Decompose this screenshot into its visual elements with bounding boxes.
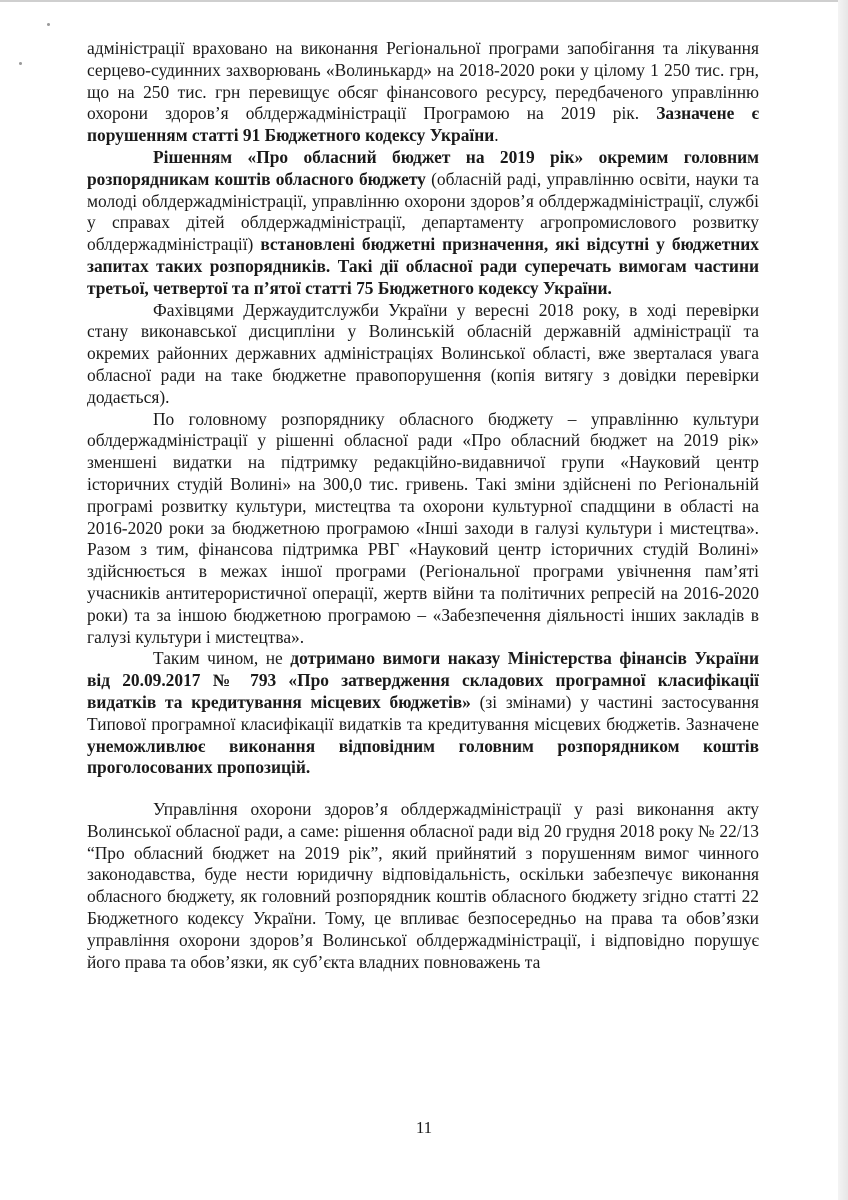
text-run: Управління охорони здоров’я облдержадміністрації у разі виконання акту Волинської обласної ради, а саме: рішення обласної ради від 20 грудня 2018 року № 22/13 “Про обласний бюджет на 2019 рік”, який прийнятий з порушенням вимог чинного законодавства, буде нести юридичну відповідальність, оскільки забезпечує виконання обласного бюджету, як головний розпорядник коштів обласного бюджету згідно статті 22 Бюджетного кодексу України. Тому, це впливає безпосередньо на права та обов’язки управління охорони здоров’я Волинської облдержадміністрації, і відповідно порушує його права та обов’язки, як суб’єкта владних повноважень та	[87, 799, 759, 972]
page-right-edge	[838, 0, 848, 1200]
text-run-bold: унеможливлює виконання відповідним головним розпорядником коштів проголосованих пропозицій.	[87, 735, 759, 778]
text-run-bold: Зазначене є порушенням статті 91 Бюджетного кодексу України	[87, 103, 759, 146]
page-top-edge	[0, 0, 848, 2]
paragraph-budget-overrun	[87, 38, 759, 147]
text-run: (зі змінами) у частині застосування Типової програмної класифікації видатків та кредитування місцевих бюджетів. Зазначене	[87, 691, 759, 734]
text-run: Таким чином, не	[153, 648, 291, 669]
text-run: адміністрації враховано на виконання Регіональної програми запобігання та лікування серцево-судинних захворювань «Волинькард» на 2018-2020 роки у цілому 1 250 тис. грн, що на 250 тис. грн перевищує обсяг фінансового ресурсу, передбаченого управлінню охорони здоров’я облдержадміністрації Програмою на 2019 рік.	[87, 38, 759, 124]
text-run: (обласній раді, управлінню освіти, науки та молоді облдержадміністрації, управлінню охорони здоров’я облдержадміністрації, службі у справах дітей облдержадміністрації, департаменту агропромислового розвитку облдержадміністрації)	[87, 168, 759, 255]
text-run-bold: встановлені бюджетні призначення, які відсутні у бюджетних запитах таких розпорядників. Такі дії обласної ради суперечать вимогам частини третьої, четвертої та п’ятої статті 75 Бюджетного кодексу України.	[87, 234, 759, 298]
scan-speck	[19, 62, 22, 65]
text-run-bold: дотримано вимоги наказу Міністерства фінансів України від 20.09.2017 № 793 «Про затвердження складових програмної класифікації видатків та кредитування місцевих бюджетів»	[87, 648, 759, 712]
paragraph-ministry-order	[87, 648, 759, 779]
paragraph-health-department	[87, 799, 759, 973]
text-run: По головному розпоряднику обласного бюджету – управлінню культури облдержадміністрації у рішенні обласної ради «Про обласний бюджет на 2019 рік» зменшені видатки на підтримку редакційно-видавничої групи «Науковий центр історичних студій Волині» на 300,0 тис. гривень. Такі зміни здійснені по Регіональній програмі розвитку культури, мистецтва та охорони культурної спадщини в області на 2016-2020 роки за бюджетною програмою «Інші заходи в галузі культури і мистецтва». Разом з тим, фінансова підтримка РВГ «Науковий центр історичних студій Волині» здійснюється в межах іншої програми (Регіональної програми увічнення пам’яті учасників антитерористичної операції, жертв війни та політичних репресій на 2016-2020 роки) та за іншою бюджетною програмою – «Забезпечення діяльності інших закладів в галузі культури і мистецтва».	[87, 408, 759, 647]
document-body	[87, 38, 759, 973]
text-run: .	[494, 125, 499, 146]
scan-speck	[47, 23, 50, 26]
paragraph-budget-decision	[87, 147, 759, 300]
text-run: Фахівцями Держаудитслужби України у вересні 2018 року, в ході перевірки стану виконавської дисципліни у Волинській обласній державній адміністрації та окремих районних державних адміністраціях Волинської області, вже зверталася увага обласної ради на таке бюджетне правопорушення (копія витягу з довідки перевірки додається).	[87, 299, 759, 407]
paragraph-audit-service	[87, 300, 759, 409]
paragraph-culture-department	[87, 409, 759, 649]
page-number: 11	[415, 1118, 433, 1137]
text-run-bold: Рішенням «Про обласний бюджет на 2019 рік» окремим головним розпорядникам коштів обласного бюджету	[87, 146, 759, 189]
